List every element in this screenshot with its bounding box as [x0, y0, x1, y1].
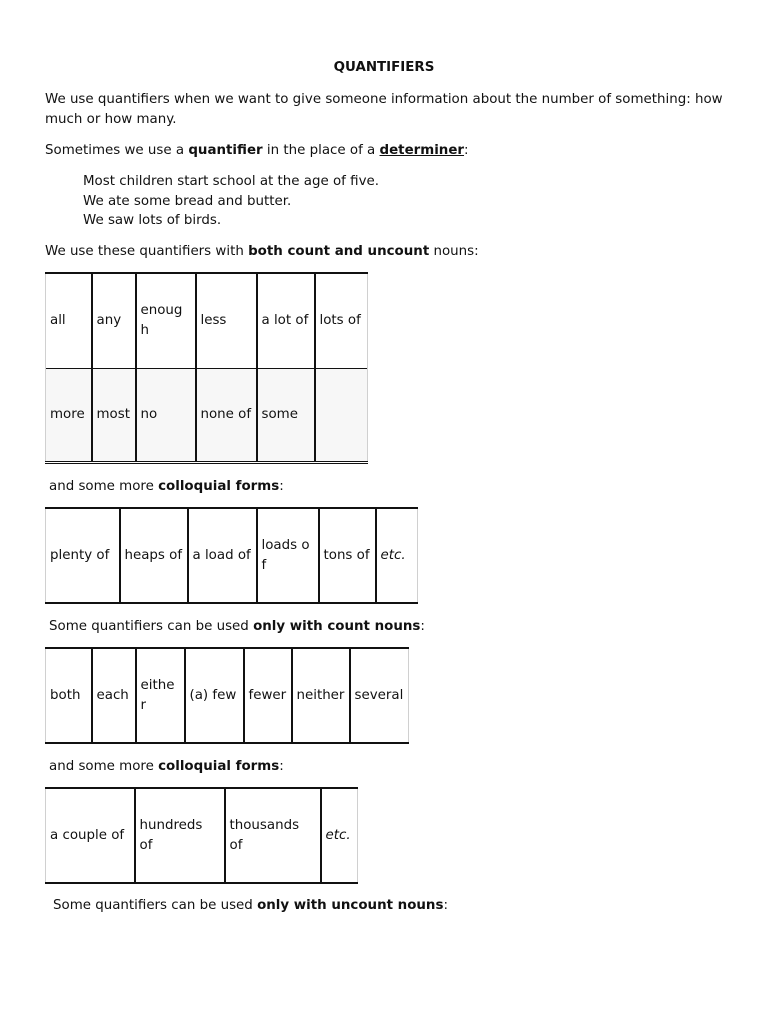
- table-row: [46, 648, 409, 743]
- determiner-paragraph: Sometimes we use a quantifier in the place of a determiner:: [45, 143, 469, 158]
- table-both-quantifiers: [45, 272, 368, 464]
- table-cell: each: [92, 648, 136, 743]
- both-count-uncount-heading: We use these quantifiers with both count and uncount nouns:: [45, 244, 479, 259]
- examples-block: [83, 172, 379, 231]
- table-cell: more: [46, 368, 92, 462]
- table-count-quantifiers: [45, 647, 409, 744]
- table-row: [46, 508, 418, 603]
- table-cell: several: [350, 648, 409, 743]
- colloquial-heading-1: and some more colloquial forms:: [49, 479, 284, 494]
- table-row: [46, 788, 358, 883]
- table-cell: a load of: [188, 508, 257, 603]
- table-cell: etc.: [376, 508, 418, 603]
- page-title: QUANTIFIERS: [333, 60, 435, 75]
- table-cell: hundreds of: [135, 788, 225, 883]
- table-colloquial-forms-2: [45, 787, 358, 884]
- table-cell: fewer: [244, 648, 292, 743]
- example-sentence: Most children start school at the age of five.: [83, 174, 380, 189]
- table-colloquial-forms-1: [45, 507, 418, 604]
- example-sentence: We saw lots of birds.: [83, 213, 222, 228]
- table-cell: none of: [196, 368, 257, 462]
- table-cell: thousands of: [225, 788, 321, 883]
- table-cell: neither: [292, 648, 350, 743]
- table-cell: a lot of: [257, 273, 315, 368]
- uncount-nouns-heading: Some quantifiers can be used only with uncount nouns:: [53, 898, 448, 913]
- table-cell: no: [136, 368, 196, 462]
- table-cell: some: [257, 368, 315, 462]
- table-row: [46, 368, 368, 462]
- quantifier-term: quantifier: [188, 143, 263, 158]
- table-cell: either: [136, 648, 185, 743]
- colloquial-heading-2: and some more colloquial forms:: [49, 759, 284, 774]
- table-cell: less: [196, 273, 257, 368]
- table-row: [46, 273, 368, 368]
- table-cell: both: [46, 648, 92, 743]
- determiner-term: determiner: [379, 143, 465, 158]
- table-cell: a couple of: [46, 788, 135, 883]
- table-cell: loads of: [257, 508, 319, 603]
- table-cell: all: [46, 273, 92, 368]
- table-cell: plenty of: [46, 508, 120, 603]
- table-cell: tons of: [319, 508, 376, 603]
- table-cell: lots of: [315, 273, 368, 368]
- count-nouns-heading: Some quantifiers can be used only with count nouns:: [49, 619, 425, 634]
- table-cell: enough: [136, 273, 196, 368]
- intro-paragraph: We use quantifiers when we want to give someone information about the number of something: how much or how many.: [45, 92, 723, 127]
- table-cell: most: [92, 368, 136, 462]
- table-cell: (a) few: [185, 648, 244, 743]
- table-cell: any: [92, 273, 136, 368]
- table-cell: [315, 368, 368, 462]
- table-cell: etc.: [321, 788, 358, 883]
- example-sentence: We ate some bread and butter.: [83, 193, 292, 209]
- table-cell: heaps of: [120, 508, 188, 603]
